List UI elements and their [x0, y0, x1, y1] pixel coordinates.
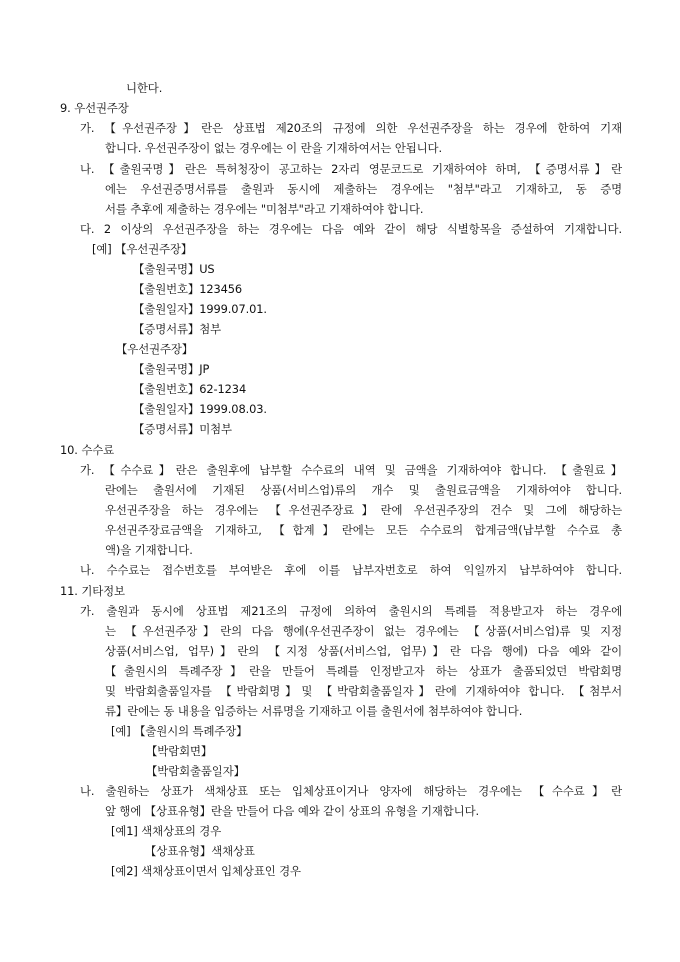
text-line: 서를 추후에 제출하는 경우에는 "미첨부"라고 기재하여야 합니다.	[105, 202, 424, 216]
text-line: 가. 출원과 동시에 상표법 제21조의 규정에 의하여 출원시의 특례를 적용받고자 하는 경우에	[80, 604, 622, 618]
text-line: 가. 【우선권주장】란은 상표법 제20조의 규정에 의한 우선권주장을 하는 경우에 한하여 기재	[80, 121, 622, 135]
example-line: 【출원국명】JP	[133, 362, 210, 376]
example-line: 【상표유형】색채상표	[145, 844, 255, 858]
text-line: 상품(서비스업, 업무)】란의 【지정 상품(서비스업, 업무)】란 다음 행에) 다음 예와 같이	[105, 644, 622, 658]
text-line: 가. 【수수료】란은 출원후에 납부할 수수료의 내역 및 금액을 기재하여야 합니다. 【출원료】	[80, 463, 622, 477]
example-line: 【출원번호】123456	[133, 282, 243, 296]
text-line: 나. 출원하는 상표가 색채상표 또는 입체상표이거나 양자에 해당하는 경우에는 【수수료】란	[80, 784, 622, 798]
text-line: 는 【우선권주장】란의 다음 행에(우선권주장이 없는 경우에는 【상품(서비스업)류 및 지정	[105, 624, 622, 638]
example-line: 【출원국명】US	[133, 262, 215, 276]
example-label: [예1] 색채상표의 경우	[111, 824, 222, 838]
text-line: 류】란에는 동 내용을 입증하는 서류명을 기재하고 이를 출원서에 첨부하여야 합니다.	[105, 704, 523, 718]
text-line: 합니다. 우선권주장이 없는 경우에는 이 란을 기재하여서는 안됩니다.	[105, 141, 442, 155]
text-line: 앞 행에 【상표유형】란을 만들어 다음 예와 같이 상표의 유형을 기재합니다.	[105, 804, 479, 818]
example-line: 【출원일자】1999.07.01.	[133, 302, 267, 316]
example-line: 【증명서류】첨부	[133, 322, 222, 336]
example-line: 【우선권주장】	[116, 342, 194, 356]
text-line: 우선권주장료금액을 기재하고, 【합계】란에는 모든 수수료의 합계금액(납부할 수수료 총	[105, 523, 622, 537]
text-line: 우선권주장을 하는 경우에는 【우선권주장료】란에 우선권주장의 건수 및 그에 해당하는	[105, 503, 622, 517]
text-line: 란에는 출원서에 기재된 상품(서비스업)류의 개수 및 출원료금액을 기재하여야 합니다.	[105, 483, 622, 497]
example-line: 【박람회출품일자】	[146, 764, 245, 778]
text-line: 및 박람회출품일자를 【박람회명】및 【박람회출품일자】란에 기재하여야 합니다. 【첨부서	[105, 684, 622, 698]
text-line: 에는 우선권증명서류를 출원과 동시에 제출하는 경우에는 "첨부"라고 기재하고, 동 증명	[105, 182, 622, 196]
example-label: [예] 【우선권주장】	[92, 242, 193, 256]
text-line: 액)을 기재합니다.	[105, 543, 193, 557]
example-line: 【출원번호】62-1234	[133, 382, 247, 396]
example-label: [예] 【출원시의 특례주장】	[111, 724, 248, 738]
example-label: [예2] 색채상표이면서 입체상표인 경우	[111, 864, 301, 878]
example-line: 【출원일자】1999.08.03.	[133, 402, 267, 416]
section-heading: 11. 기타정보	[60, 584, 125, 598]
text-line: 나. 【출원국명】란은 특허청장이 공고하는 2자리 영문코드로 기재하여야 하며, 【증명서류】란	[80, 162, 622, 176]
example-line: 【박람회면】	[146, 744, 213, 758]
example-line: 【증명서류】미첨부	[133, 422, 232, 436]
text-line: 니한다.	[126, 81, 163, 95]
text-line: 나. 수수료는 접수번호를 부여받은 후에 이를 납부자번호로 하여 익일까지 납부하여야 합니다.	[80, 563, 622, 577]
text-line: 다. 2 이상의 우선권주장을 하는 경우에는 다음 예와 같이 해당 식별항목을 증설하여 기재합니다.	[80, 222, 622, 236]
text-line: 【출원시의 특례주장】란을 만들어 특례를 인정받고자 하는 상표가 출품되었던 박람회명	[105, 664, 622, 678]
section-heading: 9. 우선권주장	[60, 101, 129, 115]
section-heading: 10. 수수료	[60, 443, 115, 457]
